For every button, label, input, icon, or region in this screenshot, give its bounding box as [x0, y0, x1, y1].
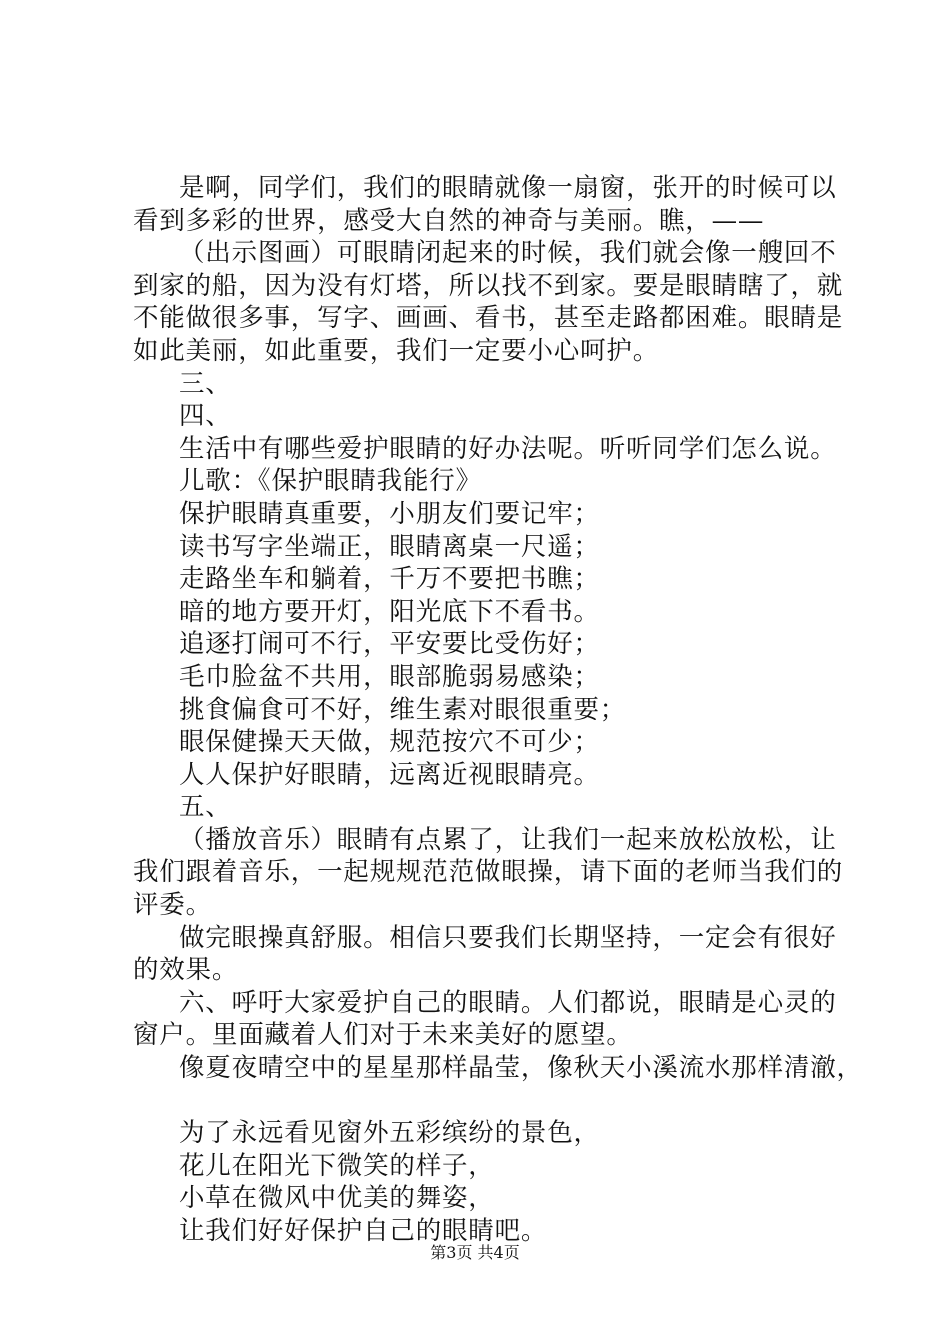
paragraph-line: （播放音乐）眼睛有点累了，让我们一起来放松放松，让	[179, 824, 837, 855]
poem-line: 毛巾脸盆不共用，眼部脆弱易感染；	[179, 661, 600, 692]
paragraph-line: 生活中有哪些爱护眼睛的好办法呢。听听同学们怎么说。	[179, 433, 837, 464]
document-body	[133, 172, 863, 1248]
paragraph-line: 是啊，同学们，我们的眼睛就像一扇窗，张开的时候可以	[179, 173, 837, 203]
paragraph-line: 看到多彩的世界，感受大自然的神奇与美丽。瞧，——	[133, 205, 765, 236]
section-heading: 五、	[179, 792, 232, 823]
poem-title: 儿歌：《保护眼睛我能行》	[179, 466, 482, 497]
paragraph-line: 到家的船，因为没有灯塔，所以找不到家。要是眼睛瞎了，就	[133, 270, 844, 301]
poem-line: 暗的地方要开灯，阳光底下不看书。	[179, 596, 600, 627]
blank-line	[133, 1085, 833, 1118]
paragraph-line: 如此美丽，如此重要，我们一定要小心呵护。	[133, 335, 660, 366]
paragraph-line: 花儿在阳光下微笑的样子，	[179, 1150, 495, 1181]
page-number-footer: 第3页 共4页	[430, 1243, 520, 1262]
paragraph-line: 六、呼吁大家爱护自己的眼睛。人们都说，眼睛是心灵的	[179, 987, 837, 1018]
section-heading: 三、	[179, 368, 232, 399]
paragraph-line: 为了永远看见窗外五彩缤纷的景色，	[179, 1118, 600, 1149]
paragraph-line: 像夏夜晴空中的星星那样晶莹，像秋天小溪流水那样清澈，	[179, 1053, 863, 1084]
poem-line: 读书写字坐端正，眼睛离桌一尺遥；	[179, 531, 600, 562]
paragraph-line: 小草在微风中优美的舞姿，	[179, 1183, 495, 1214]
paragraph-line: 做完眼操真舒服。相信只要我们长期坚持，一定会有很好	[179, 922, 837, 953]
poem-line: 追逐打闹可不行，平安要比受伤好；	[179, 629, 600, 660]
paragraph-line: 评委。	[133, 890, 212, 921]
poem-line: 走路坐车和躺着，千万不要把书瞧；	[179, 564, 600, 595]
poem-line: 人人保护好眼睛，远离近视眼睛亮。	[179, 759, 600, 790]
poem-line: 眼保健操天天做，规范按穴不可少；	[179, 727, 600, 758]
poem-line: 保护眼睛真重要，小朋友们要记牢；	[179, 498, 600, 529]
paragraph-line: 让我们好好保护自己的眼睛吧。	[179, 1216, 548, 1246]
paragraph-line: 的效果。	[133, 955, 239, 986]
poem-line: 挑食偏食可不好，维生素对眼很重要；	[179, 694, 627, 725]
paragraph-line: （出示图画）可眼睛闭起来的时候，我们就会像一艘回不	[179, 238, 837, 269]
paragraph-line: 窗户。里面藏着人们对于未来美好的愿望。	[133, 1020, 633, 1051]
section-heading: 四、	[179, 401, 232, 432]
paragraph-line: 不能做很多事，写字、画画、看书，甚至走路都困难。眼睛是	[133, 303, 844, 334]
paragraph-line: 我们跟着音乐，一起规规范范做眼操，请下面的老师当我们的	[133, 857, 844, 888]
